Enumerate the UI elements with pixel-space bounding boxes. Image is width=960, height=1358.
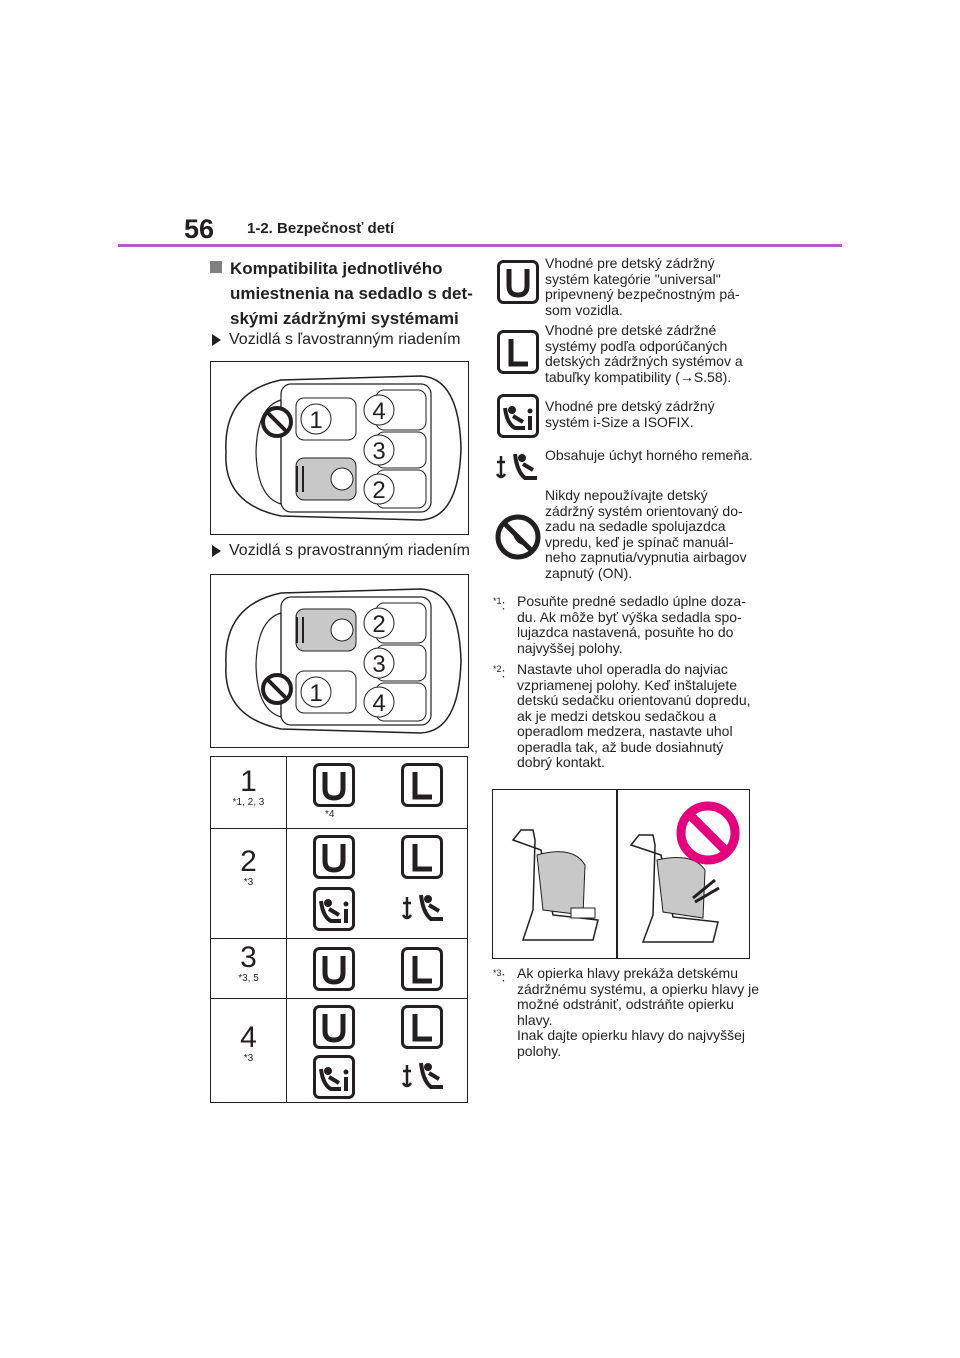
position-cell — [211, 757, 287, 829]
svg-text:4: 4 — [372, 398, 386, 425]
arrow-right-icon: → — [679, 368, 694, 385]
footnote-2-text: Nastavte uhol operadla do najviac vzpriamenej polohy. Keď inštalujete detskú sedačku orientovanú dopredu, ak je medzi detskou sedačkou a operadlom medzera, nastavte uhol operadla tak, až bude dosiahnutý dobrý kontakt. — [517, 661, 751, 770]
no-rear-facing-seat-icon — [495, 514, 541, 560]
l-icon — [497, 330, 539, 374]
position-cell — [211, 829, 287, 939]
section-title: 1-2. Bezpečnosť detí — [247, 220, 395, 237]
isize-isofix-icon — [313, 1055, 355, 1099]
top-tether-anchor-icon — [401, 1055, 447, 1099]
table-row — [211, 939, 468, 999]
position-number: 1 — [240, 765, 257, 798]
position-note: *3, 5 — [238, 973, 259, 984]
table-row — [211, 829, 468, 939]
svg-text:2: 2 — [372, 611, 386, 638]
top-tether-anchor-icon — [495, 446, 541, 490]
subheading-rhd — [212, 542, 470, 560]
svg-text:1: 1 — [309, 407, 323, 434]
svg-text:3: 3 — [372, 651, 386, 678]
footnote-2 — [493, 662, 758, 782]
u-icon — [497, 260, 539, 304]
isize-isofix-icon — [497, 394, 539, 438]
car-diagram-lhd — [210, 361, 469, 535]
footnote-1 — [493, 594, 758, 664]
footnote-3-text — [517, 966, 762, 1059]
position-number: 4 — [240, 1021, 257, 1054]
footnote-3-mark: $^{*3}$: — [493, 968, 506, 985]
top-tether-anchor-icon — [401, 887, 447, 931]
footnote-1-text: Posuňte predné sedadlo úplne dozadu. Ak môže byť výška sedadla spolujazdca nastavená, posuňte ho do najvyššej polohy. — [517, 593, 746, 656]
headrest-illustration — [493, 790, 749, 958]
heading-square-icon — [210, 261, 222, 273]
car-diagram-rhd — [210, 574, 469, 748]
compatibility-table — [210, 756, 468, 1103]
triangle-bullet-icon — [212, 545, 221, 557]
svg-text:2: 2 — [372, 477, 386, 504]
legend-anchor-text: Obsahuje úchyt horného remeňa. — [545, 447, 753, 463]
footnote-2-mark: $^{*2}$: — [493, 664, 506, 681]
u-icon — [313, 763, 355, 807]
legend-u-text: Vhodné pre detský zádržný systém kategórie "universal" pripevnený bezpečnostným pásom vozidla. — [545, 255, 740, 318]
triangle-bullet-icon — [212, 334, 221, 346]
page-number: 56 — [184, 214, 215, 244]
position-cell — [211, 999, 287, 1103]
position-cell — [211, 939, 287, 999]
legend-l-text — [545, 323, 757, 385]
position-number: 3 — [240, 941, 257, 974]
table-row — [211, 999, 468, 1103]
svg-text:1: 1 — [309, 680, 323, 707]
svg-text:3: 3 — [372, 438, 386, 465]
footnote-1-mark: $^{*1}$: — [493, 596, 506, 613]
l-icon — [401, 763, 443, 807]
u-icon — [313, 835, 355, 879]
icons-cell — [287, 939, 468, 999]
subheading-lhd — [212, 331, 460, 349]
footnote-3-text-a: Ak opierka hlavy prekáža detskému zádržnému systému, a opierku hlavy je možné odstrániť, odstráňte opierku hlavy. — [517, 965, 759, 1028]
icons-cell — [287, 757, 468, 829]
subheading-lhd-text: Vozidlá s ľavostranným riadením — [229, 331, 461, 348]
position-note: *1, 2, 3 — [232, 797, 265, 808]
car-top-view-lhd — [211, 362, 468, 534]
table-row — [211, 757, 468, 829]
u-icon — [313, 947, 355, 991]
legend-l-part1: Vhodné pre detské zádržné systémy podľa odporúčaných detských zádržných systémov a tabuľky kompatibility ( — [545, 322, 743, 385]
position-number: 2 — [240, 845, 257, 878]
l-icon — [401, 835, 443, 879]
footnote-3-text-b: Inak dajte opierku hlavy do najvyššej polohy. — [517, 1027, 746, 1059]
legend-never-text: Nikdy nepoužívajte detský zádržný systém orientovaný dozadu na sedadle spolujazdca vpredu, keď je spínač manuálneho zapnutia/vypnutia airbagov zapnutý (ON). — [545, 487, 747, 581]
u-icon — [313, 1005, 355, 1049]
footnote-3 — [493, 966, 758, 1066]
isize-isofix-icon — [313, 887, 355, 931]
position-note: *3 — [243, 877, 254, 888]
position-note: *3 — [243, 1053, 254, 1064]
header-rule — [118, 244, 842, 247]
legend-l-part2: S.58). — [693, 368, 732, 385]
legend-isize-text: Vhodné pre detský zádržný systém i-Size a ISOFIX. — [545, 398, 715, 430]
l-icon — [401, 947, 443, 991]
u-note: *4 — [325, 809, 335, 820]
svg-text:4: 4 — [372, 690, 386, 717]
l-icon — [401, 1005, 443, 1049]
icons-cell — [287, 999, 468, 1103]
subheading-rhd-text: Vozidlá s pravostranným riadením — [229, 542, 470, 559]
heading-text: Kompatibilita jednotlivého umiestnenia na sedadlo s detskými zádržnými systémami — [230, 259, 473, 328]
icons-cell — [287, 829, 468, 939]
seat-illustration — [492, 789, 750, 959]
car-top-view-rhd — [211, 575, 468, 747]
